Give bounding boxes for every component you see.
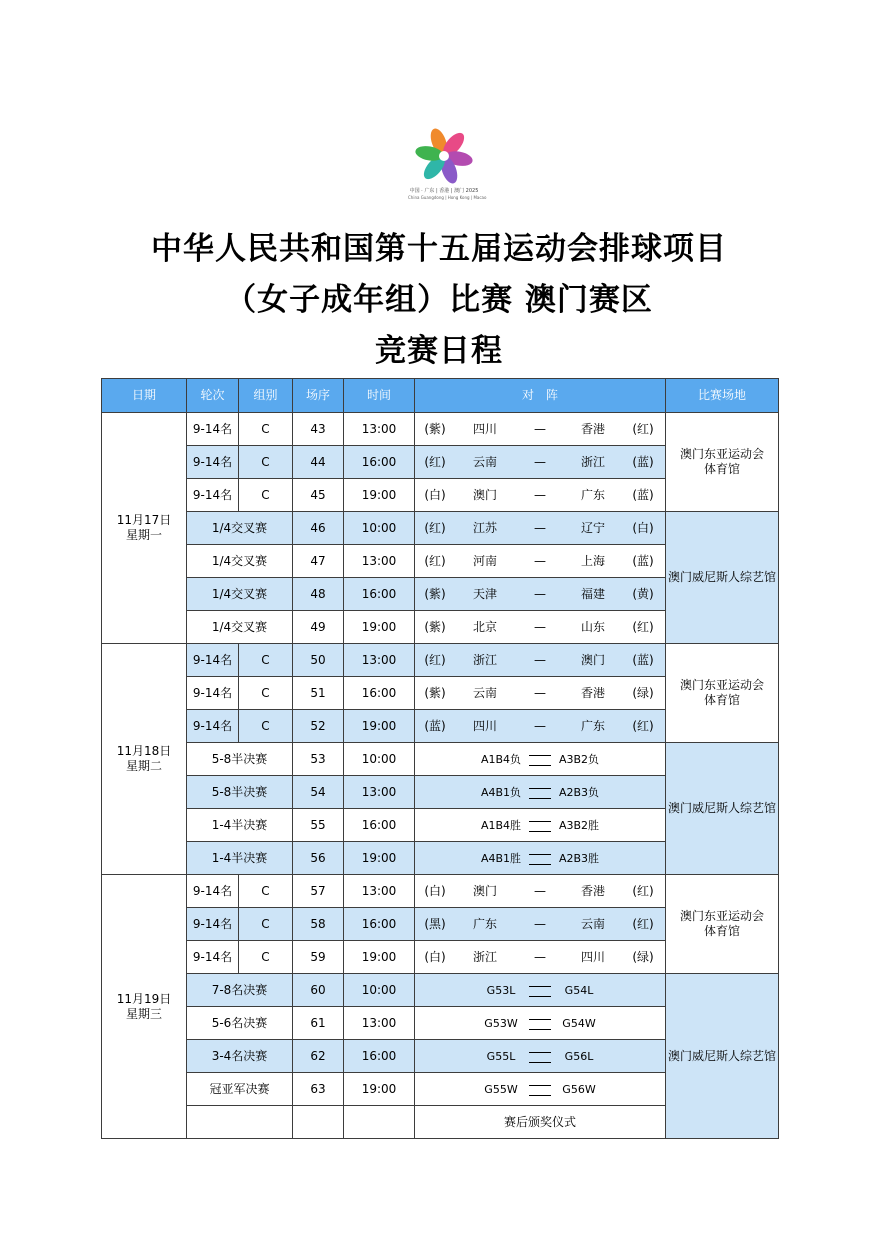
time-cell: 16:00 <box>344 809 415 842</box>
team2-name: 广东 <box>580 487 605 502</box>
team2-name: 辽宁 <box>580 520 605 535</box>
weekday-label: 星期三 <box>125 1006 162 1021</box>
matchup-cell <box>415 644 666 677</box>
time-cell: 13:00 <box>344 1007 415 1040</box>
round-cell: 9-14名 <box>187 413 239 446</box>
matchup-cell <box>415 1073 666 1106</box>
header-group: 组别 <box>239 379 293 413</box>
knockout-matchup <box>415 743 665 775</box>
round-cell: 5-8半决赛 <box>187 776 293 809</box>
round-cell: 9-14名 <box>187 446 239 479</box>
versus-dash: — <box>534 586 546 601</box>
group-cell: C <box>239 875 293 908</box>
page-title-line2: （女子成年组）比赛 澳门赛区 <box>225 282 653 318</box>
game-number-cell: 63 <box>293 1073 344 1106</box>
time-cell: 13:00 <box>344 875 415 908</box>
team2-name: 上海 <box>580 553 605 568</box>
team1-color: (紫) <box>424 685 446 700</box>
date-cell <box>102 644 187 875</box>
team1-color: (紫) <box>424 421 446 436</box>
team2-name: 山东 <box>580 619 605 634</box>
team2-color: (蓝) <box>632 487 654 502</box>
matchup <box>415 908 665 940</box>
versus-dash: — <box>534 718 546 733</box>
matchup <box>415 941 665 973</box>
matchup-cell <box>415 941 666 974</box>
team2-name: 澳门 <box>580 652 605 667</box>
venue-cell: 澳门东亚运动会体育馆 <box>666 413 779 512</box>
knockout-matchup <box>415 1007 665 1039</box>
versus-dash: — <box>534 487 546 502</box>
header-match: 对 阵 <box>415 379 666 413</box>
team1-slot: G55W <box>484 1082 518 1096</box>
knockout-matchup <box>415 974 665 1006</box>
versus-lines <box>529 850 551 866</box>
matchup <box>415 446 665 478</box>
team1-color: (白) <box>424 949 446 964</box>
knockout-matchup <box>415 776 665 808</box>
game-number-cell: 55 <box>293 809 344 842</box>
team1-slot: A4B1负 <box>480 785 522 799</box>
team1-name: 四川 <box>472 421 497 436</box>
matchup <box>415 875 665 907</box>
team2-name: 香港 <box>580 421 605 436</box>
versus-lines <box>529 1081 551 1097</box>
team1-slot: G53L <box>486 983 516 997</box>
matchup-cell <box>415 842 666 875</box>
team1-slot: G55L <box>486 1049 516 1063</box>
time-cell: 16:00 <box>344 578 415 611</box>
knockout-matchup <box>415 809 665 841</box>
team2-color: (红) <box>632 421 654 436</box>
matchup <box>415 512 665 544</box>
date-cell <box>102 875 187 1139</box>
team2-color: (红) <box>632 883 654 898</box>
team1-name: 澳门 <box>472 883 497 898</box>
team2-color: (白) <box>632 520 654 535</box>
team1-name: 北京 <box>472 619 497 634</box>
time-cell: 19:00 <box>344 479 415 512</box>
team1-name: 浙江 <box>472 652 497 667</box>
team2-color: (蓝) <box>632 652 654 667</box>
schedule-table <box>101 378 779 1139</box>
table-row <box>102 875 779 908</box>
game-number-cell: 52 <box>293 710 344 743</box>
matchup <box>415 644 665 676</box>
matchup-cell <box>415 908 666 941</box>
game-number-cell: 43 <box>293 413 344 446</box>
versus-dash: — <box>534 685 546 700</box>
team1-color: (紫) <box>424 586 446 601</box>
team1-color: (紫) <box>424 619 446 634</box>
team1-name: 四川 <box>472 718 497 733</box>
team1-name: 河南 <box>472 553 497 568</box>
team2-name: 香港 <box>580 883 605 898</box>
matchup-cell <box>415 677 666 710</box>
team1-slot: A1B4负 <box>480 752 522 766</box>
game-number-cell: 47 <box>293 545 344 578</box>
game-number-cell: 49 <box>293 611 344 644</box>
team2-slot: G54L <box>564 983 594 997</box>
group-cell: C <box>239 908 293 941</box>
time-cell: 19:00 <box>344 1073 415 1106</box>
versus-lines <box>529 817 551 833</box>
versus-dash: — <box>534 883 546 898</box>
team2-color: (蓝) <box>632 454 654 469</box>
team2-slot: A2B3负 <box>558 785 600 799</box>
time-cell: 10:00 <box>344 512 415 545</box>
game-number-cell: 46 <box>293 512 344 545</box>
team2-name: 广东 <box>580 718 605 733</box>
date-cell <box>102 413 187 644</box>
date-label: 11月18日 <box>116 744 172 758</box>
venue-cell: 澳门威尼斯人综艺馆 <box>666 974 779 1139</box>
logo-flower-icon <box>408 126 480 186</box>
team1-color: (黑) <box>424 916 446 931</box>
matchup-cell <box>415 743 666 776</box>
round-cell: 9-14名 <box>187 941 239 974</box>
team1-name: 云南 <box>472 685 497 700</box>
team2-slot: G54W <box>562 1016 596 1030</box>
matchup <box>415 479 665 511</box>
matchup-cell <box>415 512 666 545</box>
team1-name: 天津 <box>472 586 497 601</box>
date-label: 11月19日 <box>116 991 172 1006</box>
team1-color: (红) <box>424 553 446 568</box>
time-cell: 10:00 <box>344 743 415 776</box>
team2-slot: A3B2胜 <box>558 818 600 832</box>
matchup-cell <box>415 479 666 512</box>
group-cell: C <box>239 479 293 512</box>
versus-dash: — <box>534 553 546 568</box>
table-row <box>102 512 779 545</box>
time-cell: 13:00 <box>344 776 415 809</box>
group-cell: C <box>239 677 293 710</box>
versus-lines <box>529 982 551 998</box>
team2-slot: G56W <box>562 1082 596 1096</box>
time-cell: 16:00 <box>344 677 415 710</box>
time-cell: 16:00 <box>344 1040 415 1073</box>
round-cell: 9-14名 <box>187 677 239 710</box>
team1-color: (蓝) <box>424 718 446 733</box>
matchup-cell <box>415 446 666 479</box>
table-row <box>102 974 779 1007</box>
venue-cell: 澳门东亚运动会体育馆 <box>666 875 779 974</box>
versus-dash: — <box>534 652 546 667</box>
game-number-cell: 59 <box>293 941 344 974</box>
header-venue: 比赛场地 <box>666 379 779 413</box>
knockout-matchup <box>415 842 665 874</box>
team2-color: (蓝) <box>632 553 654 568</box>
round-cell: 5-6名决赛 <box>187 1007 293 1040</box>
versus-dash: — <box>534 454 546 469</box>
game-number-cell: 51 <box>293 677 344 710</box>
team1-name: 广东 <box>472 916 497 931</box>
matchup-cell <box>415 710 666 743</box>
weekday-label: 星期一 <box>125 528 162 542</box>
team2-slot: G56L <box>564 1049 594 1063</box>
matchup-cell <box>415 578 666 611</box>
time-cell: 16:00 <box>344 908 415 941</box>
time-cell: 19:00 <box>344 710 415 743</box>
empty-cell <box>187 1106 293 1139</box>
date-label: 11月17日 <box>116 513 172 527</box>
table-row <box>102 413 779 446</box>
matchup-cell <box>415 413 666 446</box>
time-cell: 13:00 <box>344 644 415 677</box>
team1-slot: A4B1胜 <box>480 851 522 865</box>
game-number-cell: 45 <box>293 479 344 512</box>
team1-name: 江苏 <box>472 520 497 535</box>
team1-color: (红) <box>424 520 446 535</box>
team2-name: 云南 <box>580 916 605 931</box>
matchup-cell <box>415 974 666 1007</box>
team1-color: (红) <box>424 454 446 469</box>
round-cell: 5-8半决赛 <box>187 743 293 776</box>
team2-color: (红) <box>632 619 654 634</box>
time-cell: 19:00 <box>344 842 415 875</box>
knockout-matchup <box>415 1040 665 1072</box>
team2-color: (黄) <box>632 586 654 601</box>
matchup-cell <box>415 875 666 908</box>
versus-lines <box>529 1048 551 1064</box>
round-cell: 1/4交叉赛 <box>187 578 293 611</box>
empty-cell <box>344 1106 415 1139</box>
game-number-cell: 56 <box>293 842 344 875</box>
round-cell: 9-14名 <box>187 908 239 941</box>
game-number-cell: 58 <box>293 908 344 941</box>
round-cell: 9-14名 <box>187 875 239 908</box>
time-cell: 13:00 <box>344 545 415 578</box>
round-cell: 9-14名 <box>187 479 239 512</box>
empty-cell <box>293 1106 344 1139</box>
group-cell: C <box>239 710 293 743</box>
header-round: 轮次 <box>187 379 239 413</box>
versus-dash: — <box>534 421 546 436</box>
team2-slot: A2B3胜 <box>558 851 600 865</box>
logo-subtext: China Guangdong | Hong Kong | Macao <box>408 195 487 200</box>
venue-cell: 澳门威尼斯人综艺馆 <box>666 743 779 875</box>
venue-cell: 澳门威尼斯人综艺馆 <box>666 512 779 644</box>
matchup-cell <box>415 1007 666 1040</box>
matchup <box>415 413 665 445</box>
matchup <box>415 710 665 742</box>
game-number-cell: 44 <box>293 446 344 479</box>
versus-dash: — <box>534 916 546 931</box>
team2-name: 福建 <box>580 586 605 601</box>
group-cell: C <box>239 413 293 446</box>
game-number-cell: 50 <box>293 644 344 677</box>
versus-lines <box>529 1015 551 1031</box>
versus-dash: — <box>534 520 546 535</box>
team1-slot: A1B4胜 <box>480 818 522 832</box>
matchup <box>415 677 665 709</box>
header-row <box>102 379 779 413</box>
team2-name: 香港 <box>580 685 605 700</box>
matchup-cell <box>415 545 666 578</box>
matchup-cell <box>415 776 666 809</box>
team1-color: (红) <box>424 652 446 667</box>
matchup-cell <box>415 1040 666 1073</box>
group-cell: C <box>239 446 293 479</box>
matchup-cell <box>415 611 666 644</box>
knockout-matchup <box>415 1073 665 1105</box>
round-cell: 1-4半决赛 <box>187 842 293 875</box>
time-cell: 13:00 <box>344 413 415 446</box>
time-cell: 10:00 <box>344 974 415 1007</box>
logo-text: 中国 · 广东 | 香港 | 澳门 2025 <box>409 188 479 194</box>
matchup <box>415 545 665 577</box>
game-number-cell: 54 <box>293 776 344 809</box>
round-cell: 1-4半决赛 <box>187 809 293 842</box>
time-cell: 19:00 <box>344 941 415 974</box>
game-number-cell: 48 <box>293 578 344 611</box>
game-number-cell: 57 <box>293 875 344 908</box>
ceremony-cell: 赛后颁奖仪式 <box>415 1106 666 1139</box>
team1-color: (白) <box>424 487 446 502</box>
round-cell: 9-14名 <box>187 710 239 743</box>
team2-name: 浙江 <box>580 454 605 469</box>
group-cell: C <box>239 941 293 974</box>
header-time: 时间 <box>344 379 415 413</box>
table-row <box>102 743 779 776</box>
round-cell: 9-14名 <box>187 644 239 677</box>
header-date: 日期 <box>102 379 187 413</box>
versus-lines <box>529 784 551 800</box>
page-title-line3: 竞赛日程 <box>375 333 503 369</box>
group-cell: C <box>239 644 293 677</box>
weekday-label: 星期二 <box>125 759 162 773</box>
page-title-line1: 中华人民共和国第十五届运动会排球项目 <box>151 231 727 267</box>
time-cell: 19:00 <box>344 611 415 644</box>
versus-lines <box>529 751 551 767</box>
team2-color: (绿) <box>632 685 654 700</box>
team2-color: (绿) <box>632 949 654 964</box>
team2-color: (红) <box>632 718 654 733</box>
table-row <box>102 644 779 677</box>
matchup <box>415 578 665 610</box>
game-number-cell: 62 <box>293 1040 344 1073</box>
versus-dash: — <box>534 949 546 964</box>
round-cell: 1/4交叉赛 <box>187 512 293 545</box>
time-cell: 16:00 <box>344 446 415 479</box>
round-cell: 1/4交叉赛 <box>187 545 293 578</box>
round-cell: 3-4名决赛 <box>187 1040 293 1073</box>
game-number-cell: 53 <box>293 743 344 776</box>
team2-color: (红) <box>632 916 654 931</box>
game-number-cell: 61 <box>293 1007 344 1040</box>
round-cell: 7-8名决赛 <box>187 974 293 1007</box>
team1-name: 澳门 <box>472 487 497 502</box>
team2-slot: A3B2负 <box>558 752 600 766</box>
team2-name: 四川 <box>580 949 605 964</box>
versus-dash: — <box>534 619 546 634</box>
team1-name: 云南 <box>472 454 497 469</box>
game-number-cell: 60 <box>293 974 344 1007</box>
games-logo <box>408 126 487 206</box>
team1-color: (白) <box>424 883 446 898</box>
team1-slot: G53W <box>484 1016 518 1030</box>
matchup-cell <box>415 809 666 842</box>
header-game: 场序 <box>293 379 344 413</box>
round-cell: 冠亚军决赛 <box>187 1073 293 1106</box>
venue-cell: 澳门东亚运动会体育馆 <box>666 644 779 743</box>
matchup <box>415 611 665 643</box>
team1-name: 浙江 <box>472 949 497 964</box>
round-cell: 1/4交叉赛 <box>187 611 293 644</box>
